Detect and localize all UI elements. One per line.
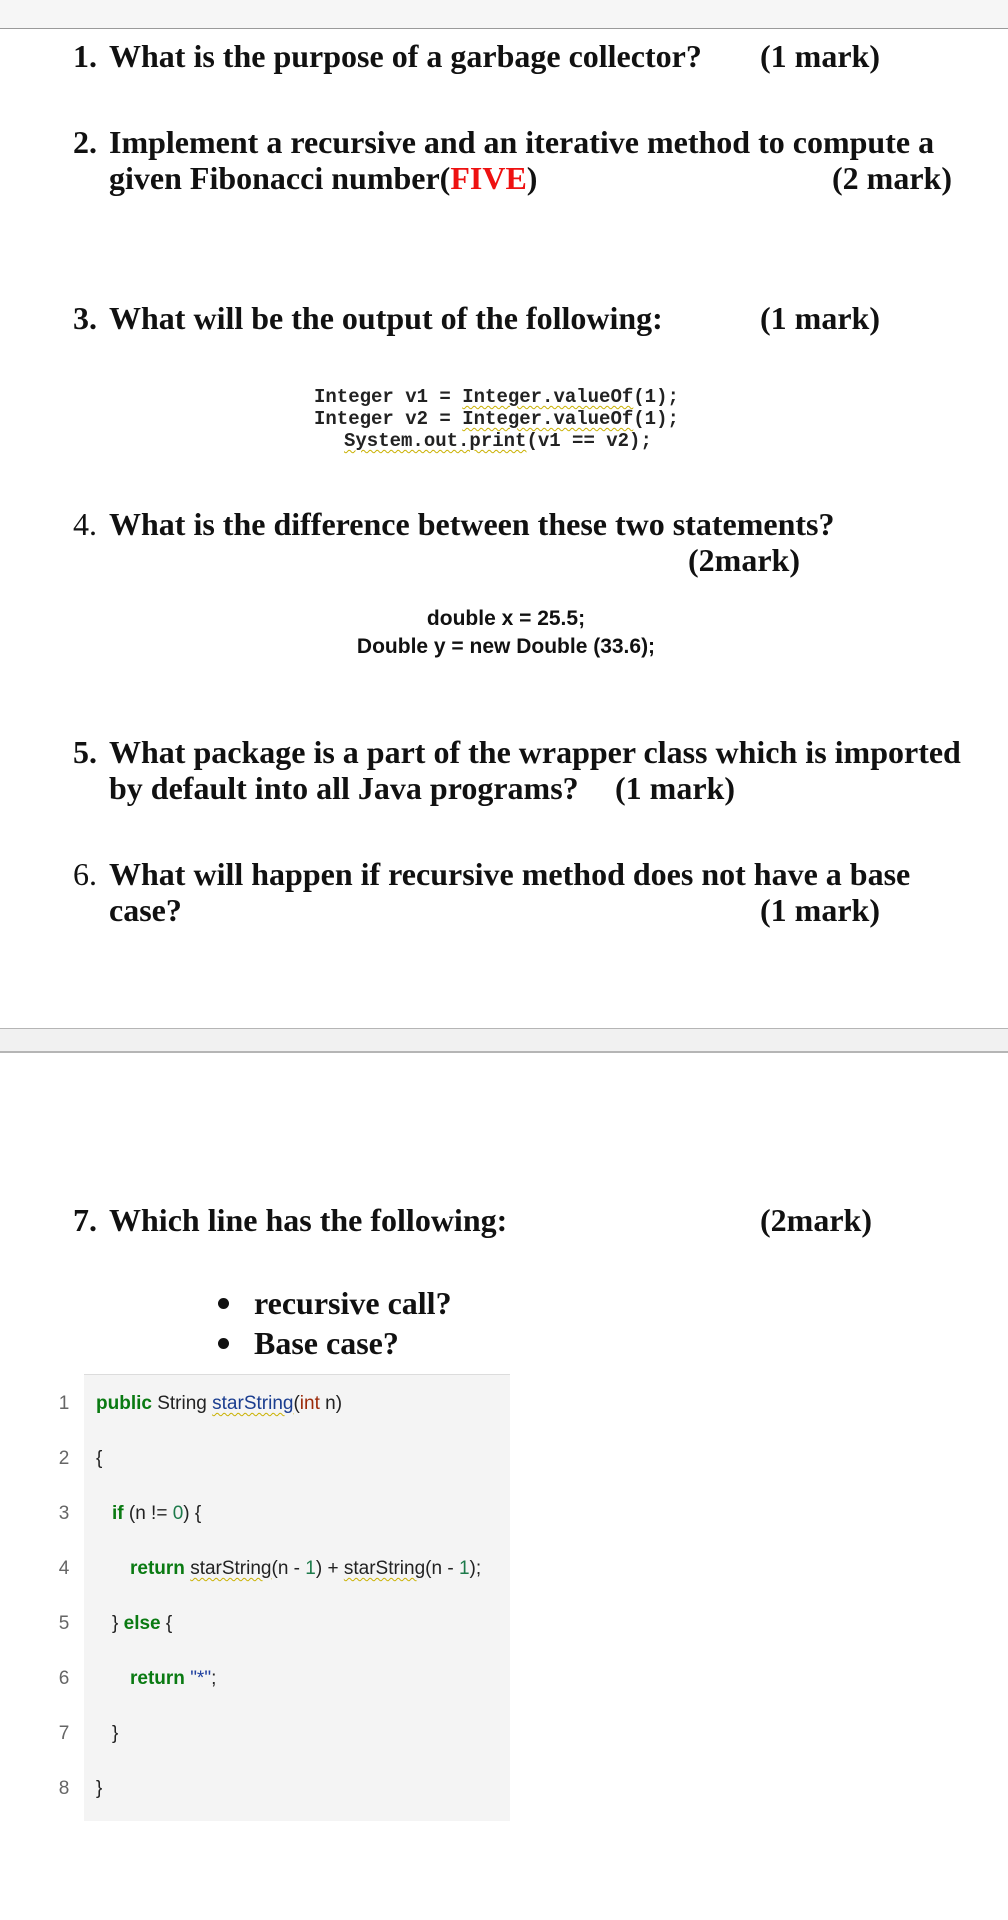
line-number: 1 bbox=[58, 1393, 70, 1414]
code-number: 0 bbox=[172, 1503, 184, 1524]
question-text-line-2: given Fibonacci number( bbox=[109, 160, 451, 196]
code-line-2: { bbox=[96, 1448, 103, 1469]
question-number: 7. bbox=[73, 1202, 97, 1238]
code-line-8: } bbox=[96, 1778, 103, 1799]
question-7-mark: (2mark) bbox=[760, 1202, 872, 1238]
code-token: n) bbox=[319, 1393, 343, 1414]
highlighted-word: FIVE bbox=[450, 160, 527, 196]
question-number: 1. bbox=[73, 38, 97, 74]
code-token: Integer.valueOf bbox=[462, 408, 634, 430]
code-line-3 bbox=[112, 1503, 201, 1525]
question-5-mark: (1 mark) bbox=[615, 770, 735, 806]
code-token: (n != bbox=[123, 1503, 173, 1524]
code-token: Integer.valueOf bbox=[462, 386, 634, 408]
line-number: 3 bbox=[58, 1503, 70, 1524]
question-number: 4. bbox=[73, 506, 97, 542]
question-6-mark: (1 mark) bbox=[760, 892, 880, 928]
question-text bbox=[109, 124, 934, 196]
code-token: String bbox=[151, 1393, 213, 1414]
code-keyword: else bbox=[123, 1613, 161, 1634]
code-token: ) + bbox=[315, 1558, 344, 1579]
code-function-name: starString bbox=[212, 1393, 294, 1414]
code-token: } bbox=[112, 1613, 124, 1634]
question-text: What will be the output of the following: bbox=[109, 300, 663, 336]
question-1-mark: (1 mark) bbox=[760, 38, 880, 74]
question-number: 3. bbox=[73, 300, 97, 336]
question-text-tail: ) bbox=[526, 160, 538, 196]
code-token: (n - bbox=[425, 1558, 459, 1579]
question-text bbox=[109, 734, 961, 806]
code-keyword: if bbox=[112, 1503, 124, 1524]
question-3-mark: (1 mark) bbox=[760, 300, 880, 336]
question-4-mark: (2mark) bbox=[688, 542, 800, 578]
code-token: ); bbox=[469, 1558, 482, 1579]
code-block bbox=[84, 1374, 510, 1821]
code-token: ) { bbox=[183, 1503, 202, 1524]
code-line bbox=[314, 408, 679, 430]
question-text-line-2: case? bbox=[109, 892, 182, 928]
bullet-item: Base case? bbox=[218, 1323, 452, 1363]
question-number: 6. bbox=[73, 856, 97, 892]
code-number: 1 bbox=[305, 1558, 316, 1579]
code-line-5 bbox=[112, 1613, 172, 1635]
code-type: int bbox=[299, 1393, 320, 1414]
code-statement-2: Double y = new Double (33.6); bbox=[356, 635, 656, 658]
code-keyword: return bbox=[130, 1558, 185, 1579]
top-toolbar-strip bbox=[0, 0, 1008, 29]
bullet-item: recursive call? bbox=[218, 1283, 452, 1323]
question-number: 5. bbox=[73, 734, 97, 770]
code-string: "*" bbox=[190, 1668, 212, 1689]
code-line-4 bbox=[130, 1558, 481, 1580]
question-number: 2. bbox=[73, 124, 97, 160]
line-number: 4 bbox=[58, 1558, 70, 1579]
question-text-line-2: by default into all Java programs? bbox=[109, 770, 579, 806]
page-separator bbox=[0, 1028, 1008, 1053]
line-number: 2 bbox=[58, 1448, 70, 1469]
question-text-line-1: What will happen if recursive method does not have a base bbox=[109, 856, 911, 892]
question-text: What is the difference between these two statements? bbox=[109, 506, 835, 542]
code-keyword: public bbox=[96, 1393, 152, 1414]
line-number: 6 bbox=[58, 1668, 70, 1689]
code-token: Integer v1 = bbox=[314, 386, 463, 408]
line-number: 5 bbox=[58, 1613, 70, 1634]
code-line bbox=[344, 430, 652, 452]
code-keyword: return bbox=[130, 1668, 185, 1689]
question-text: Which line has the following: bbox=[109, 1202, 508, 1238]
code-token: (1); bbox=[633, 386, 679, 408]
question-text-line-1: Implement a recursive and an iterative method to compute a bbox=[109, 124, 935, 160]
code-token: System.out.print bbox=[344, 430, 527, 452]
code-line-7: } bbox=[112, 1723, 119, 1744]
line-number: 7 bbox=[58, 1723, 70, 1744]
code-token: (n - bbox=[271, 1558, 306, 1579]
code-token: (v1 == v2); bbox=[526, 430, 652, 452]
code-token: ; bbox=[211, 1668, 217, 1689]
question-text: What is the purpose of a garbage collector? bbox=[109, 38, 702, 74]
code-token: ( bbox=[293, 1393, 300, 1414]
question-text-line-1: What package is a part of the wrapper class which is imported bbox=[109, 734, 961, 770]
code-token: { bbox=[160, 1613, 173, 1634]
code-token: (1); bbox=[633, 408, 679, 430]
code-function-name: starString bbox=[343, 1558, 426, 1579]
code-statement-1: double x = 25.5; bbox=[426, 607, 586, 630]
code-token: Integer v2 = bbox=[314, 408, 463, 430]
question-2-mark: (2 mark) bbox=[832, 160, 952, 196]
code-function-name: starString bbox=[190, 1558, 272, 1579]
line-number: 8 bbox=[58, 1778, 70, 1799]
code-line bbox=[314, 386, 679, 408]
code-number: 1 bbox=[458, 1558, 470, 1579]
bullet-list bbox=[218, 1283, 452, 1363]
code-line-1 bbox=[96, 1393, 342, 1415]
code-line-6 bbox=[130, 1668, 216, 1690]
